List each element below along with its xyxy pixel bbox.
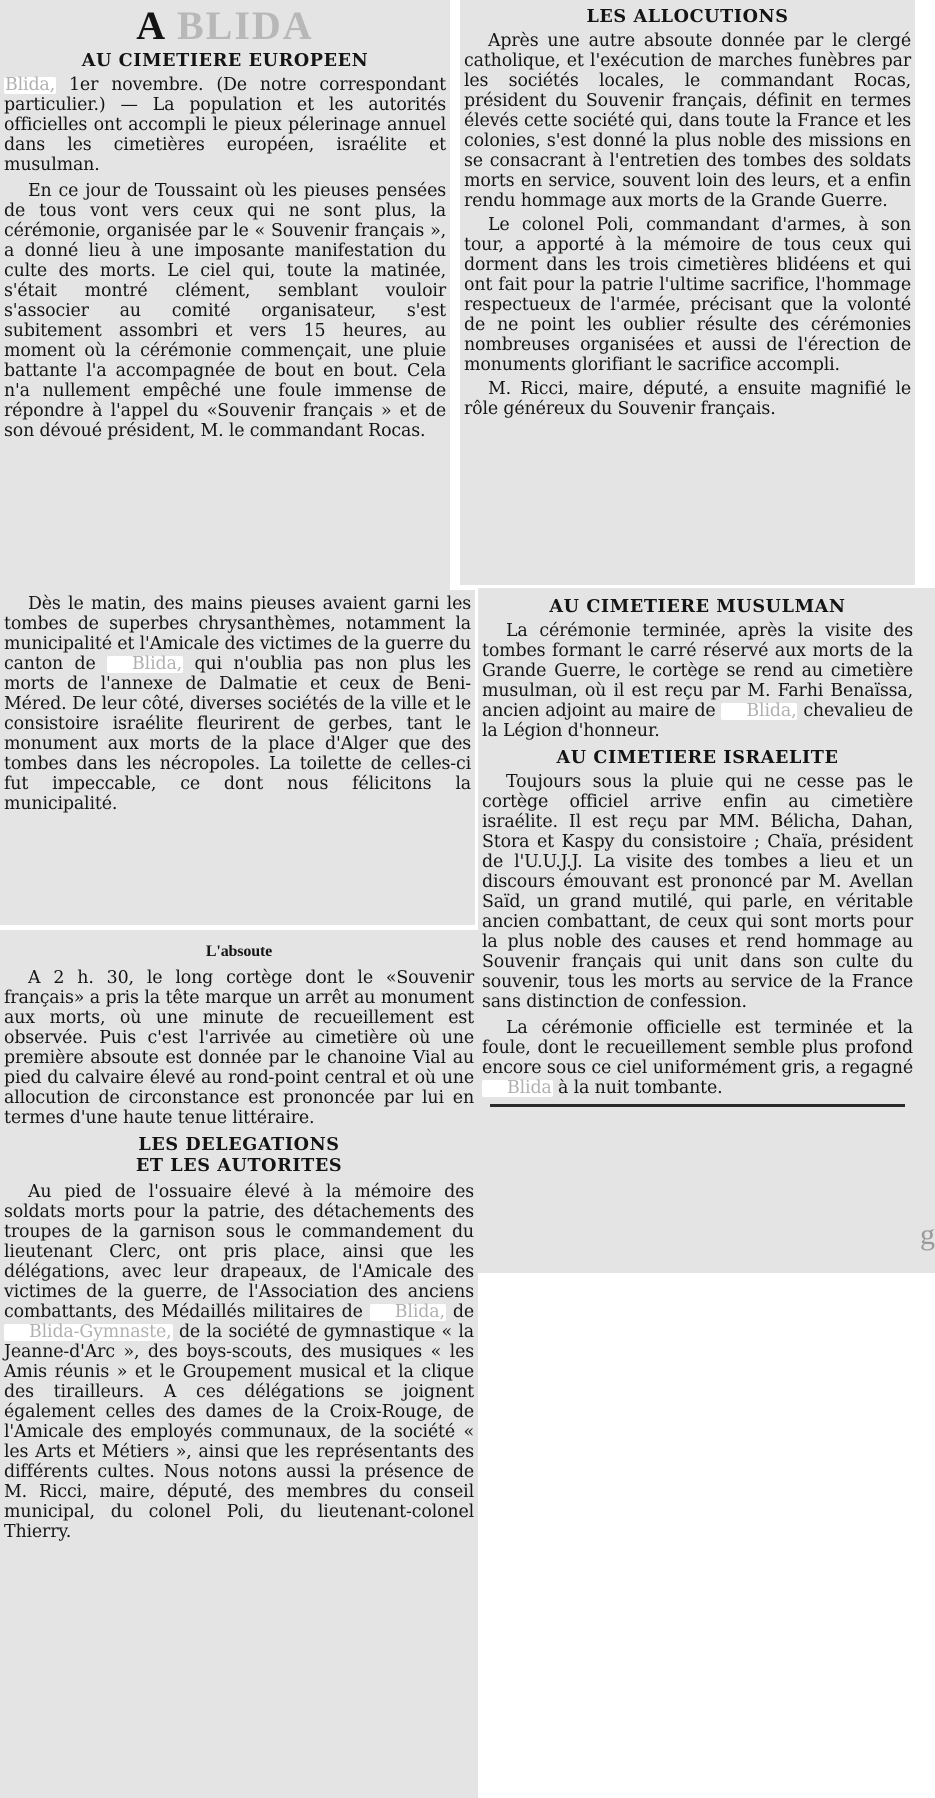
matin-text-a: Dès le matin, des mains pieuses avaient garni les tombes de superbes chrysanthèmes, notamment la municipalité et l'Amicale des victimes de la guerre du canton de — [4, 594, 471, 674]
toussaint-paragraph: En ce jour de Toussaint où les pieuses pensées de tous vont vers ceux qui ne sont plus, la cérémonie, organisée par le « Souvenir français », a donné lieu à une imposante manifestation du culte des morts. Le ciel qui, toute la matinée, s'était montré clément, semblant vouloir s'associer au comité organisateur, s'est subitement assombri et vers 15 heures, au moment où la cérémonie commençait, une pluie battante l'a accompagnée de bout en bout. Cela n'a nullement empêché une foule immense de répondre à l'appel du «Souvenir français » et de son dévoué président, M. le commandant Rocas. — [4, 181, 446, 441]
article-clip-intro — [0, 0, 450, 590]
place-blida: Blida, — [107, 656, 183, 673]
heading-cimetiere-israelite: AU CIMETIERE ISRAELITE — [556, 747, 839, 768]
delegations-text-c: de la société de gymnastique « la Jeanne-d'Arc », des boys-scouts, des musiques « les Amis réunis » et le Groupement musical et la clique des tirailleurs. A ces délégations se joignent également celles des dames de la Croix-Rouge, de l'Amicale des employés communaux, de la société « les Arts et Métiers », ainsi que les représentants des différents cultes. Nous notons aussi la présence de M. Ricci, maire, député, des membres du conseil municipal, du colonel Poli, du lieutenant-colonel Thierry. — [4, 1322, 474, 1542]
article-clip-absoute — [0, 930, 478, 1798]
allocutions-paragraph-1: Après une autre absoute donnée par le clergé catholique, et l'exécution de marches funèbres par les sociétés locales, le commandant Rocas, président du Souvenir français, définit en termes élevés cette société qui, dans toute la France et les colonies, s'est donné la plus noble des missions en se consacrant à l'entretien des tombes des soldats morts en service, souvent loin des leurs, et a enfin rendu hommage aux morts de la Grande Guerre. — [464, 31, 911, 211]
place-blida-2: Blida, — [370, 1304, 446, 1321]
matin-text-b: qui n'oublia pas non plus les morts de l'annexe de Dalmatie et ceux de Beni-Méred. De leur côté, diverses sociétés de la ville et le consistoire israélite fleurirent de gerbes, tant le monument aux morts de la place d'Alger que des tombes dans les nécropoles. La toilette de celles-ci fut impeccable, ce dont nous félicitons la municipalité. — [4, 654, 472, 814]
delegations-text-a: Au pied de l'ossuaire élevé à la mémoire des soldats morts pour la patrie, des détachements des troupes de la garnison sous le commandement du lieutenant Clerc, ont pris place, ainsi que les délégations, avec leur drapeaux, de l'Amicale des victimes de la guerre, de l'Association des anciens combattants, des Médaillés militaires de — [4, 1182, 474, 1322]
edge-glyph-fragment: g — [920, 1218, 935, 1251]
heading-absoute: L'absoute — [205, 943, 273, 960]
musulman-text-a: La cérémonie terminée, après la visite des tombes formant le carré réservé aux morts de la Grande Guerre, le cortège se rend au cimetière musulman, où il est reçu par M. Farhi Benaïssa, ancien adjoint au maire de — [482, 621, 913, 721]
closing-paragraph — [482, 1018, 913, 1098]
musulman-text-b: chevalieu de la Légion d'honneur. — [482, 701, 913, 741]
heading-delegations-line1: LES DELEGATIONS — [138, 1134, 340, 1155]
article-title — [4, 3, 446, 48]
delegations-paragraph — [4, 1182, 474, 1542]
matin-paragraph — [4, 594, 471, 814]
article-clip-allocutions — [460, 0, 915, 585]
heading-cimetiere-europeen: AU CIMETIERE EUROPEEN — [81, 50, 369, 71]
delegations-text-b: de — [452, 1302, 474, 1322]
heading-cimetiere-musulman: AU CIMETIERE MUSULMAN — [549, 596, 846, 617]
heading-delegations-line2: ET LES AUTORITES — [135, 1155, 343, 1176]
end-rule — [490, 1104, 905, 1107]
heading-allocutions: LES ALLOCUTIONS — [586, 6, 789, 27]
closing-text-a: La cérémonie officielle est terminée et la foule, dont le recueillement semble plus profond encore sous ce ciel uniformément gris, a regagné — [482, 1018, 913, 1078]
closing-text-b: à la nuit tombante. — [558, 1078, 723, 1098]
absoute-paragraph: A 2 h. 30, le long cortège dont le «Souvenir français» a pris la tête marque un arrêt au monument aux morts, où une minute de recueillement est observée. Puis c'est l'arrivée au cimetière où une première absoute est donnée par le chanoine Vial au pied du calvaire élevé au rond-point central et où une allocution de circonstance est prononcée par lui en termes d'une haute tenue littéraire. — [4, 968, 474, 1128]
place-blida-4: Blida — [482, 1080, 553, 1097]
place-blida-gymnaste: Blida-Gymnaste, — [4, 1324, 173, 1341]
dateline-place: Blida, — [5, 75, 56, 95]
intro-text: 1er novembre. (De notre correspondant particulier.) — La population et les autorités officielles ont accompli le pieux pélerinage annuel dans les cimetières européen, israélite et musulman. — [4, 75, 446, 175]
allocutions-paragraph-3: M. Ricci, maire, député, a ensuite magnifié le rôle généreux du Souvenir français. — [464, 379, 911, 419]
title-place: BLIDA — [176, 3, 314, 48]
israelite-paragraph: Toujours sous la pluie qui ne cesse pas le cortège officiel arrive enfin au cimetière israélite. Il est reçu par MM. Bélicha, Dahan, Stora et Kaspy du consistoire ; Chaïa, président de l'U.U.J.J. La visite des tombes a lieu et un discours émouvant est prononcé par M. Avellan Saïd, un grand mutilé, qui parle, en véritable ancien combattant, de ceux qui sont morts pour la plus noble des causes et rend hommage au Souvenir français qui unit dans son culte du souvenir, tous les morts au service de la France sans distinction de confession. — [482, 772, 913, 1012]
article-clip-cimetieres — [478, 588, 935, 1273]
place-blida-3: Blida, — [721, 703, 797, 720]
heading-delegations — [4, 1134, 474, 1176]
title-prefix: A — [136, 3, 165, 48]
article-clip-matin — [0, 590, 475, 925]
musulman-paragraph — [482, 621, 913, 741]
allocutions-paragraph-2: Le colonel Poli, commandant d'armes, à son tour, a apporté à la mémoire de tous ceux qui dorment dans les trois cimetières blidéens et qui ont fait pour la patrie l'ultime sacrifice, l'hommage respectueux de l'armée, précisant que la volonté de ne point les oublier résulte des cérémonies nombreuses organisées et aussi de l'érection de monuments glorifiant le sacrifice accompli. — [464, 215, 911, 375]
intro-paragraph — [4, 75, 446, 175]
